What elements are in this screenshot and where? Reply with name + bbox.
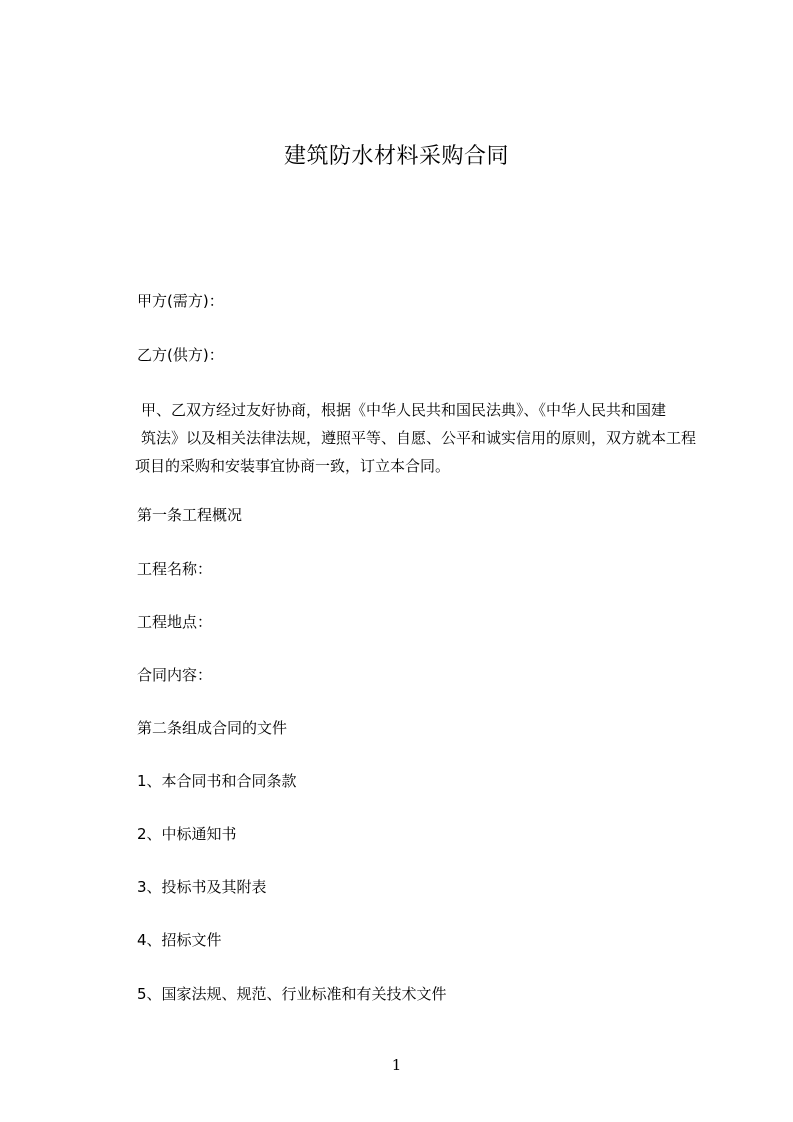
list-item: 2、中标通知书 xyxy=(137,825,237,843)
project-location-label: 工程地点： xyxy=(137,613,213,631)
list-item: 5、国家法规、规范、行业标准和有关技术文件 xyxy=(137,985,447,1003)
preamble-line: 甲、乙双方经过友好协商，根据《中华人民共和国民法典》、《中华人民共和国建 xyxy=(141,401,667,419)
preamble-line: 项目的采购和安装事宜协商一致，订立本合同。 xyxy=(135,457,451,475)
project-name-label: 工程名称： xyxy=(137,560,213,578)
preamble-paragraph xyxy=(135,396,697,480)
contract-content-label: 合同内容： xyxy=(137,666,213,684)
preamble-line: 筑法》以及相关法律法规，遵照平等、自愿、公平和诚实信用的原则，双方就本工程 xyxy=(141,429,697,447)
party-b-label: 乙方(供方)： xyxy=(137,346,224,364)
list-item: 1、本合同书和合同条款 xyxy=(137,772,297,790)
party-a-label: 甲方(需方)： xyxy=(137,292,224,310)
list-item: 4、招标文件 xyxy=(137,931,222,949)
list-item: 3、投标书及其附表 xyxy=(137,878,267,896)
page-number: 1 xyxy=(391,1056,402,1074)
article-2-heading: 第二条组成合同的文件 xyxy=(137,719,288,737)
document-title: 建筑防水材料采购合同 xyxy=(283,144,509,169)
article-1-heading: 第一条工程概况 xyxy=(137,506,243,524)
